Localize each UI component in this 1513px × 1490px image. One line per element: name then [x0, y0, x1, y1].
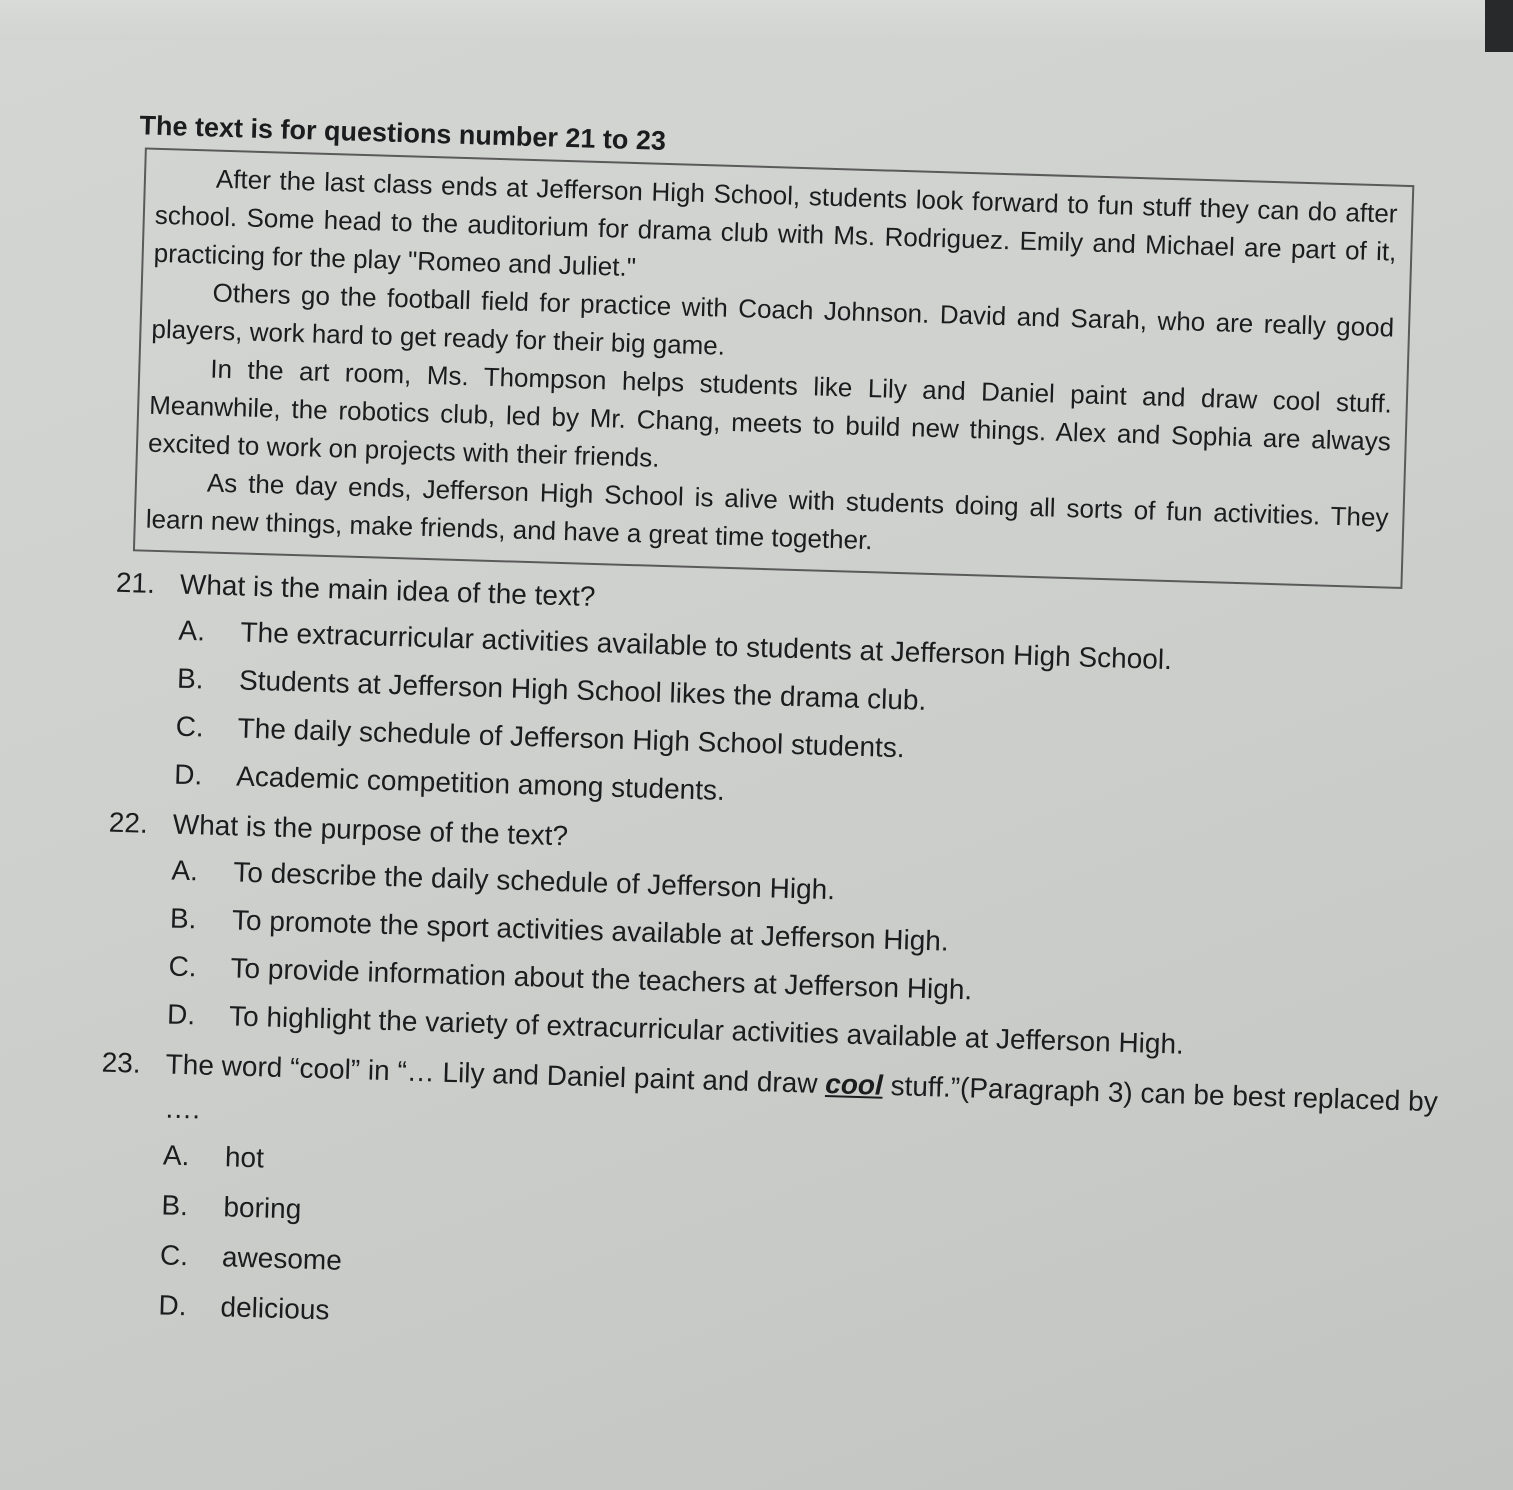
option-letter: B. — [161, 1189, 189, 1222]
passage-paragraph-4: As the day ends, Jefferson High School is alive with students doing all sorts of fun activities. They learn new things, make friends, and have a great time together. — [145, 467, 1389, 556]
option-text: hot — [224, 1141, 265, 1174]
question-21 — [110, 561, 1476, 837]
option-letter: D. — [166, 998, 196, 1031]
option-text: delicious — [220, 1291, 330, 1326]
option-letter: D. — [173, 758, 203, 791]
question-22 — [102, 801, 1468, 1077]
passage-paragraph-2: Others go the football field for practice with Coach Johnson. David and Sarah, who are really good players, work hard to get ready for their big game. — [151, 277, 1395, 361]
option-text: The daily schedule of Jefferson High School students. — [237, 712, 906, 764]
option-text: The extracurricular activities available to students at Jefferson High School. — [240, 616, 1173, 676]
answer-options — [158, 1130, 1459, 1368]
option-text: awesome — [221, 1241, 343, 1276]
option-letter: A. — [171, 854, 199, 887]
answer-options — [174, 607, 1475, 837]
question-text: What is the purpose of the text? — [172, 808, 569, 852]
page-top-edge — [0, 0, 1513, 40]
reading-passage — [133, 147, 1414, 588]
question-number: 23. — [101, 1046, 142, 1079]
option-text: boring — [223, 1191, 302, 1225]
option-text: To promote the sport activities available at Jefferson High. — [231, 904, 950, 957]
question-list — [94, 561, 1476, 1369]
option-letter: B. — [176, 662, 205, 695]
question-number: 21. — [115, 566, 156, 599]
emphasized-word: cool — [824, 1068, 884, 1101]
option-letter: B. — [169, 902, 197, 935]
option-text: Students at Jefferson High School likes the drama club. — [238, 664, 927, 716]
option-letter: D. — [158, 1289, 188, 1322]
option-text: To provide information about the teachers at Jefferson High. — [230, 952, 973, 1006]
option-letter: C. — [159, 1239, 189, 1272]
option-text: To highlight the variety of extracurricular activities available at Jefferson High. — [228, 1000, 1185, 1060]
passage-paragraph-1: After the last class ends at Jefferson High School, students look forward to fun stuff they can do after school. Some head to the auditorium for drama club with Ms. Rodriguez. Emily and Michael are part of it, practicing for the play "Romeo and Juliet." — [153, 163, 1398, 283]
option-letter: A. — [178, 614, 206, 647]
worksheet-content — [94, 110, 1490, 1373]
option-letter: A. — [162, 1139, 190, 1172]
question-text-after: stuff.”(Paragraph 3) can be best replaced by …. — [163, 1069, 1439, 1125]
option-letter: C. — [175, 710, 205, 743]
option-letter: C. — [168, 950, 198, 983]
question-text-before: The word “cool” in “… Lily and Daniel paint and draw — [165, 1048, 826, 1100]
option-text: To describe the daily schedule of Jefferson High. — [232, 856, 836, 906]
section-intro: The text is for questions number 21 to 23 — [139, 110, 667, 156]
passage-paragraph-3: In the art room, Ms. Thompson helps students like Lily and Daniel paint and draw cool stuff. Meanwhile, the robotics club, led by Mr. Chang, meets to build new things. Alex and Sophia are always excited to work on projects with their friends. — [147, 353, 1393, 473]
option-text: Academic competition among students. — [235, 760, 726, 806]
question-number: 22. — [108, 806, 149, 839]
page-corner-shadow — [1485, 0, 1513, 52]
question-23 — [94, 1041, 1462, 1369]
answer-options — [166, 847, 1467, 1077]
question-text: What is the main idea of the text? — [179, 568, 596, 613]
